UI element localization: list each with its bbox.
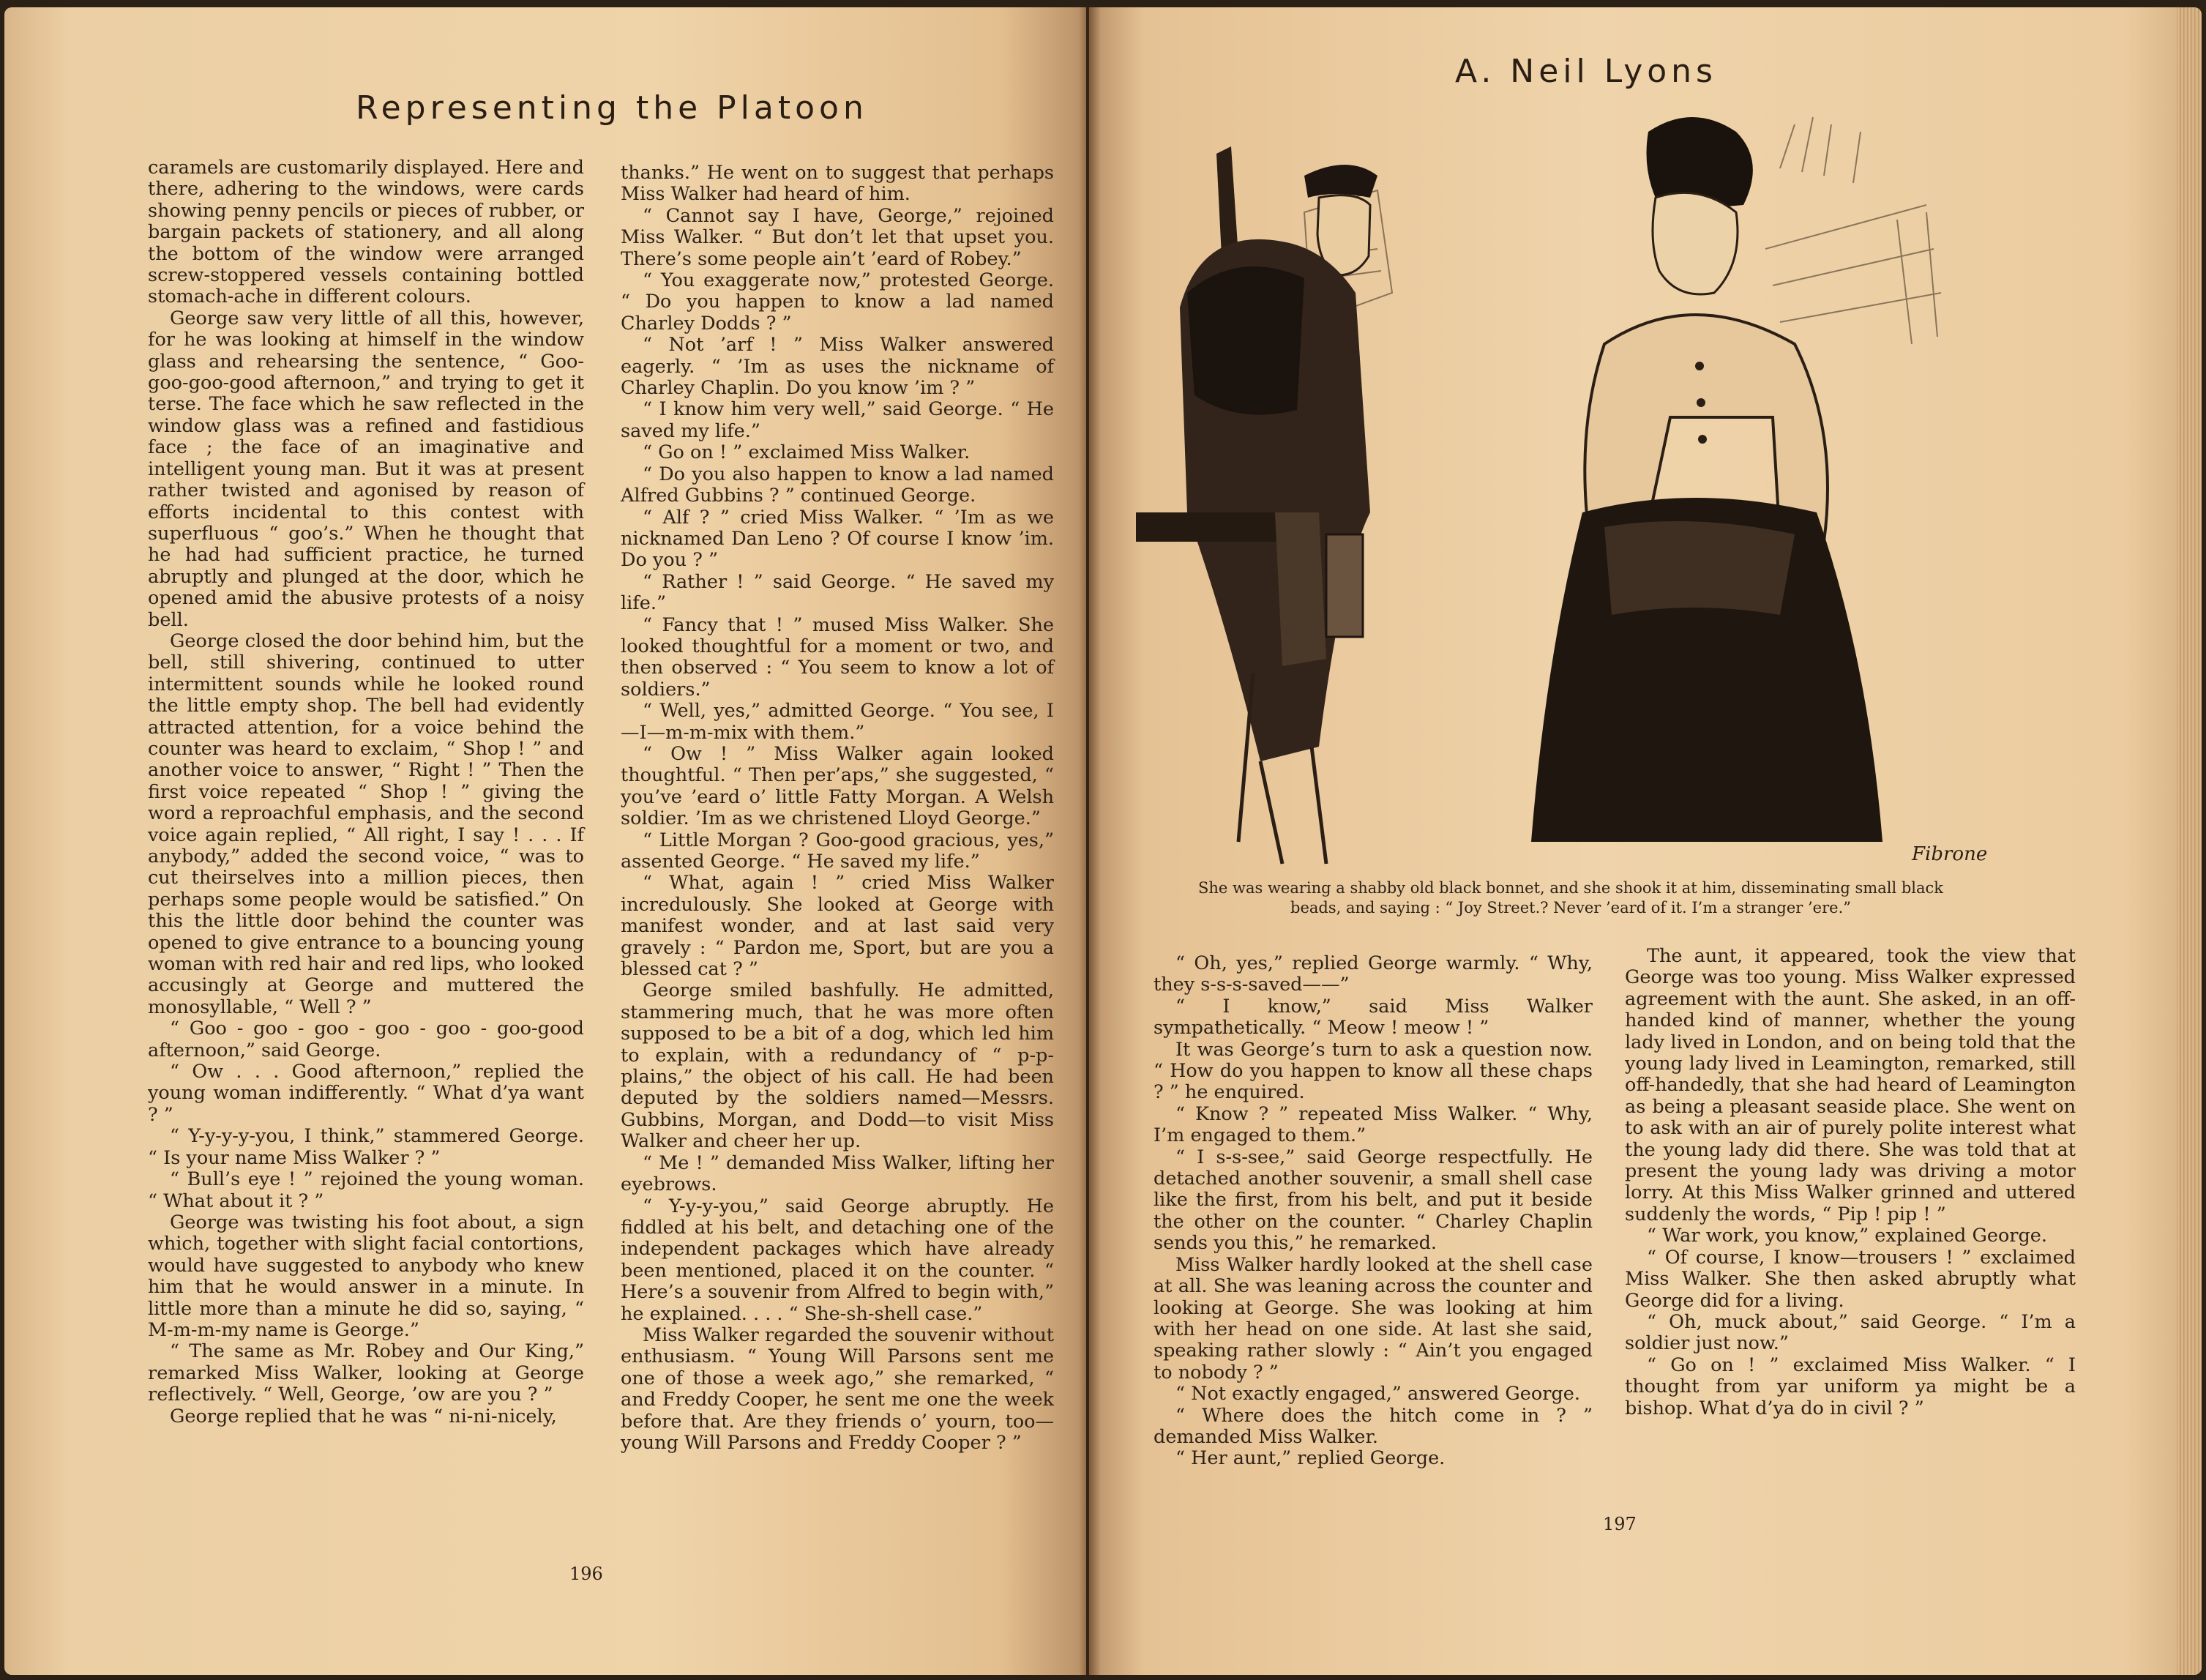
running-head: Representing the Platoon	[356, 89, 868, 127]
paragraph: “ Oh, yes,” replied George warmly. “ Why, they s-s-s-saved——”	[1154, 952, 1593, 996]
page-number: 196	[569, 1564, 603, 1584]
paragraph: George saw very little of all this, however, for he was looking at himself in the window glass and rehearsing the sentence, “ Goo-goo-goo-good afternoon,” and trying to get it terse. The face which he saw reflected in the window glass was a refined and fastidious face ; the face of an imaginative and intelligent young man. But it was at present rather twisted and agonised by reason of efforts incidental to this contest with superfluous “ goo’s.” When he thought that he had had sufficient practice, he turned abruptly and plunged at the door, which he opened amid the abusive protests of a noisy bell.	[148, 307, 584, 631]
paragraph: “ Little Morgan ? Goo-good gracious, yes,” assented George. “ He saved my life.”	[621, 829, 1054, 873]
illustration-caption: She was wearing a shabby old black bonnet, and she shook it at him, disseminating small black beads, and saying : “ Joy Street.? Never ’eard of it. I’m a stranger ’ere.”	[1197, 879, 1944, 916]
paragraph: “ Go on ! ” exclaimed Miss Walker. “ I thought from yar uniform ya might be a bishop. What d’ya do in civil ? ”	[1625, 1354, 2076, 1419]
left-page	[4, 7, 1086, 1675]
paragraph: “ War work, you know,” explained George.	[1647, 1225, 2048, 1247]
illustration-soldier-and-woman	[1136, 102, 2000, 878]
paragraph: “ Not ’arf ! ” Miss Walker answered eagerly. “ ’Im as uses the nickname of Charley Chaplin. Do you know ’im ? ”	[621, 334, 1054, 400]
paragraph: George replied that he was “ ni-ni-nicely,	[170, 1405, 557, 1427]
paragraph: George smiled bashfully. He admitted, stammering much, that he was more often supposed to be a bit of a dog, which led him to explain, with a redundancy of “ p-p-plains,” the object of his call. He had been deputed by the soldiers named—Messrs. Gubbins, Morgan, and Dodd—to visit Miss Walker and cheer her up.	[621, 979, 1054, 1153]
text-column-right	[1625, 946, 2076, 1419]
paragraph: “ Y-y-y-y-you, I think,” stammered George. “ Is your name Miss Walker ? ”	[148, 1125, 584, 1169]
running-head: A. Neil Lyons	[1455, 53, 1717, 90]
page-number: 197	[1603, 1514, 1637, 1534]
paragraph: caramels are customarily displayed. Here and there, adhering to the windows, were cards showing penny pencils or pieces of rubber, or bargain packets of stationery, and all along the bottom of the window were arranged screw-stoppered vessels containing bottled stomach-ache in different colours.	[148, 157, 584, 308]
paragraph: “ What, again ! ” cried Miss Walker incredulously. She looked at George with manifest wonder, and at last said very gravely : “ Pardon me, Sport, but are you a blessed cat ? ”	[621, 872, 1054, 981]
paragraph: “ Oh, muck about,” said George. “ I’m a soldier just now.”	[1625, 1310, 2076, 1355]
soldier-figure	[1136, 146, 1377, 864]
paragraph: “ You exaggerate now,” protested George. “ Do you happen to know a lad named Charley Dodds ? ”	[621, 269, 1054, 335]
paragraph: “ Where does the hitch come in ? ” demanded Miss Walker.	[1154, 1404, 1593, 1448]
paragraph: “ I know,” said Miss Walker sympathetically. “ Meow ! meow ! ”	[1154, 995, 1593, 1039]
paragraph: “ I s-s-see,” said George respectfully. He detached another souvenir, a small shell case like the first, from his belt, and put it beside the other on the counter. “ Charley Chaplin sends you this,” he remarked.	[1154, 1146, 1593, 1255]
paragraph: “ Ow ! ” Miss Walker again looked thoughtful. “ Then per’aps,” she suggested, “ you’ve ’eard o’ little Fatty Morgan. A Welsh soldier. ’Im as we christened Lloyd George.”	[621, 742, 1054, 830]
paragraph: Miss Walker hardly looked at the shell case at all. She was leaning across the counter and looking at George. She was looking at him with her head on one side. At last she said, speaking rather slowly : “ Ain’t you engaged to nobody ? ”	[1154, 1253, 1593, 1384]
paragraph: The aunt, it appeared, took the view that George was too young. Miss Walker expressed agreement with the aunt. She asked, in an off-handed kind of manner, whether the young lady lived in London, and on being told that the young lady lived in Leamington, remarked, still off-handedly, that she had heard of Leamington as being a pleasant seaside place. She went on to ask with an air of purely polite interest what the young lady did there. She was told that at present the young lady was driving a motor lorry. At this Miss Walker grinned and uttered suddenly the words, “ Pip ! pip ! ”	[1625, 945, 2076, 1225]
paragraph: “ Well, yes,” admitted George. “ You see, I—I—m-m-mix with them.”	[621, 700, 1054, 744]
text-column-right	[621, 163, 1054, 1454]
paragraph: “ The same as Mr. Robey and Our King,” remarked Miss Walker, looking at George reflectively. “ Well, George, ’ow are you ? ”	[148, 1340, 584, 1406]
paragraph: “ Cannot say I have, George,” rejoined Miss Walker. “ But don’t let that upset you. There’s some people ain’t ’eard of Robey.”	[621, 204, 1054, 270]
book-gutter	[1079, 7, 1101, 1675]
paragraph: “ Of course, I know—trousers ! ” exclaimed Miss Walker. She then asked abruptly what George did for a living.	[1625, 1246, 2076, 1312]
open-book	[4, 7, 2202, 1675]
paragraph: “ Me ! ” demanded Miss Walker, lifting her eyebrows.	[621, 1151, 1054, 1196]
paragraph: “ Fancy that ! ” mused Miss Walker. She looked thoughtful for a moment or two, and then observed : “ You seem to know a lot of soldiers.”	[621, 613, 1054, 701]
paragraph: “ Know ? ” repeated Miss Walker. “ Why, I’m engaged to them.”	[1154, 1102, 1593, 1147]
paragraph: George was twisting his foot about, a sign which, together with slight facial contortions, would have suggested to anybody who knew him that he would answer in a minute. In little more than a minute he did so, saying, “ M-m-m-my name is George.”	[148, 1211, 584, 1341]
street-background-sketch	[1304, 117, 1941, 344]
paragraph: “ Do you also happen to know a lad named Alfred Gubbins ? ” continued George.	[621, 463, 1054, 507]
paragraph: thanks.” He went on to suggest that perhaps Miss Walker had heard of him.	[621, 162, 1054, 206]
paragraph: Miss Walker regarded the souvenir without enthusiasm. “ Young Will Parsons sent me one of those a week ago,” she remarked, “ and Freddy Cooper, he sent me one the week before that. Are they friends o’ yourn, too—young Will Parsons and Freddy Cooper ? ”	[621, 1324, 1054, 1454]
paragraph: George closed the door behind him, but the bell, still shivering, continued to utter intermittent sounds while he looked round the little empty shop. The bell had evidently attracted attention, for a voice behind the counter was heard to exclaim, “ Shop ! ” and another voice to answer, “ Right ! ” Then the first voice repeated “ Shop ! ” giving the word a reproachful emphasis, and the second voice again replied, “ All right, I say ! . . . If anybody,” added the second voice, “ was to cut theirselves into a million pieces, then perhaps some people would be satisfied.” On this the little door behind the counter was opened to give entrance to a bouncing young woman with red hair and red lips, who looked accusingly at George and muttered the monosyllable, “ Well ? ”	[148, 630, 584, 1018]
paragraph: “ Bull’s eye ! ” rejoined the young woman. “ What about it ? ”	[148, 1168, 584, 1212]
text-column-left	[1154, 953, 1593, 1470]
paragraph: “ Goo - goo - goo - goo - goo - goo-good afternoon,” said George.	[148, 1018, 584, 1061]
paragraph: “ Rather ! ” said George. “ He saved my life.”	[621, 570, 1054, 615]
text-column-left	[148, 157, 584, 1427]
woman-figure	[1531, 117, 1882, 842]
paragraph: It was George’s turn to ask a question now. “ How do you happen to know all these chaps ? ” he enquired.	[1154, 1038, 1593, 1104]
page-edges	[2177, 7, 2202, 1675]
artist-signature: Fibrone	[1912, 843, 1988, 865]
paragraph: “ Not exactly engaged,” answered George.	[1175, 1383, 1580, 1405]
paragraph: “ I know him very well,” said George. “ He saved my life.”	[621, 398, 1054, 442]
paragraph: “ Ow . . . Good afternoon,” replied the young woman indifferently. “ What d’ya want ? ”	[148, 1061, 584, 1126]
paragraph: “ Her aunt,” replied George.	[1175, 1447, 1446, 1470]
paragraph: “ Alf ? ” cried Miss Walker. “ ’Im as we nicknamed Dan Leno ? Of course I know ’im. Do you ? ”	[621, 506, 1054, 572]
right-page	[1089, 7, 2202, 1675]
paragraph: “ Go on ! ” exclaimed Miss Walker.	[643, 441, 971, 464]
paragraph: “ Y-y-y-you,” said George abruptly. He fiddled at his belt, and detaching one of the independent packages which have already been mentioned, placed it on the counter. “ Here’s a souvenir from Alfred to begin with,” he explained. . . . “ She-sh-shell case.”	[621, 1195, 1054, 1325]
